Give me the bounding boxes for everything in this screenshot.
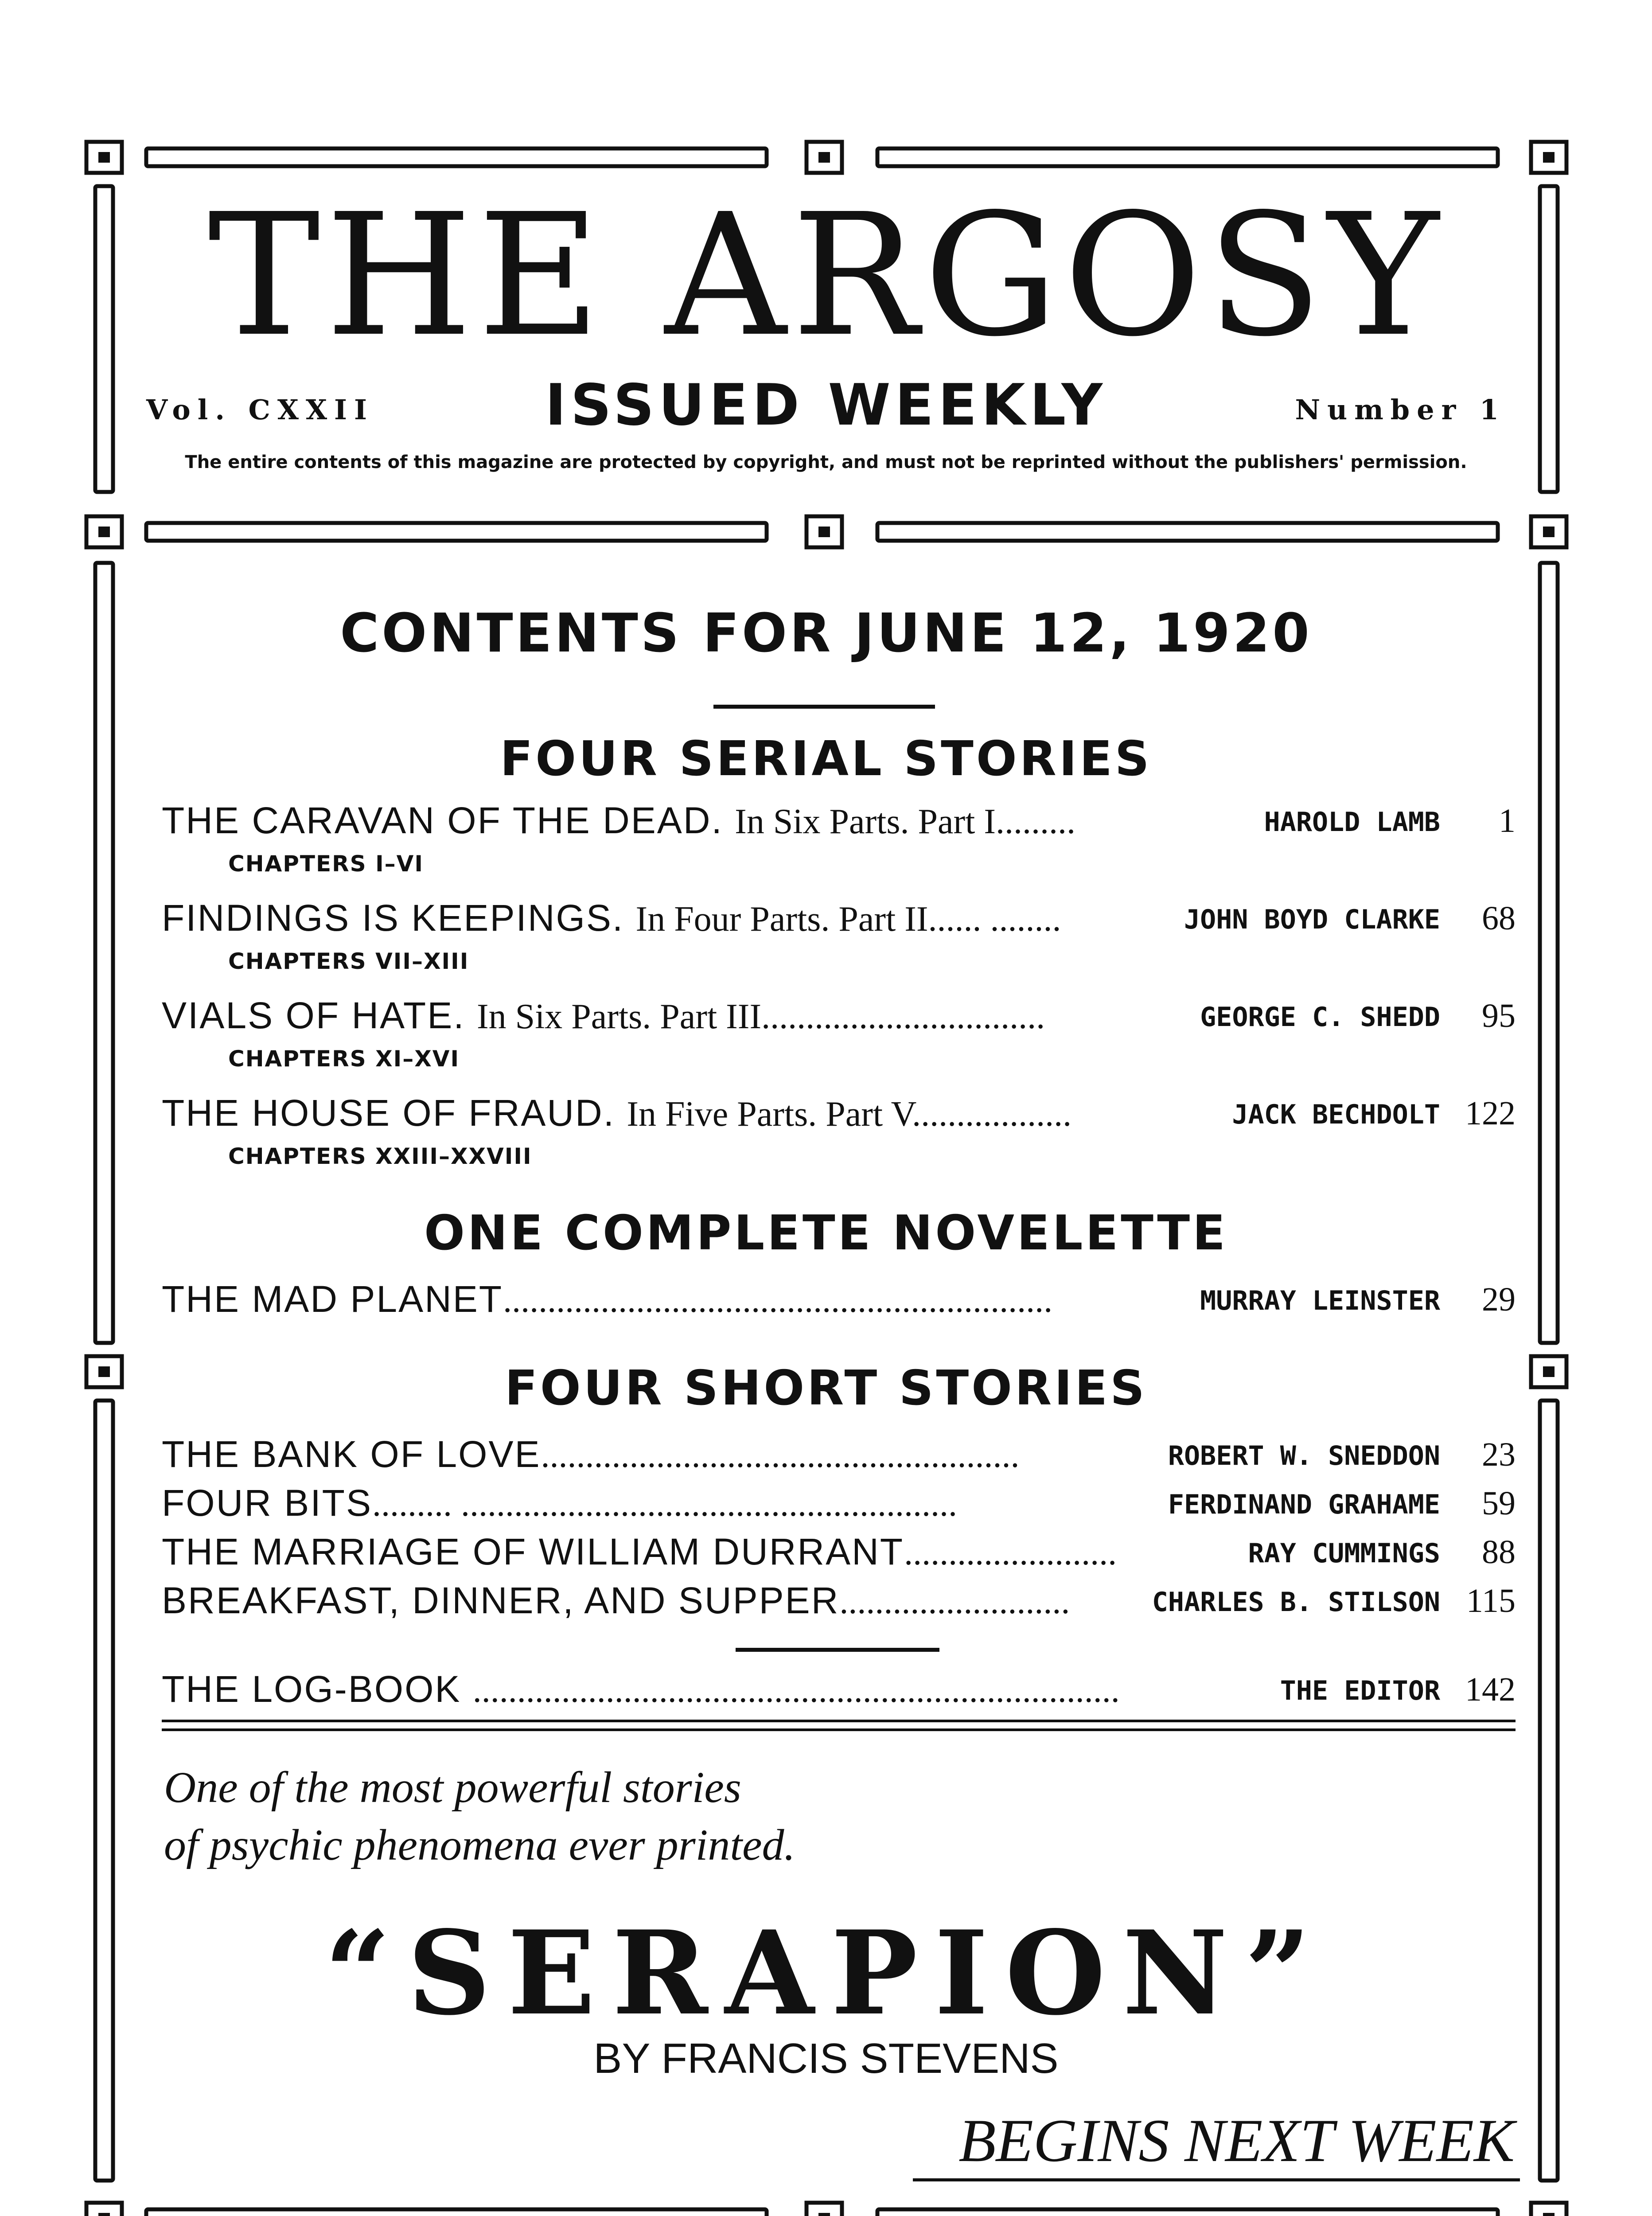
chapters-note: CHAPTERS XXIII–XXVIII [228,1143,532,1169]
byline: BY FRANCIS STEVENS [593,2035,1059,2082]
title-text: THE MAD PLANET [162,1278,503,1320]
divider [713,705,935,709]
toc-entry [162,895,1516,940]
toc-entry [162,1578,1516,1622]
story-title [162,1482,957,1525]
story-author: RAY CUMMINGS [1248,1538,1440,1569]
begins-next-week: BEGINS NEXT WEEK [958,2107,1515,2174]
parts-text: ...................................................... [541,1436,1020,1475]
serial-stories-heading: FOUR SERIAL STORIES [500,731,1152,787]
story-author: CHARLES B. STILSON [1152,1587,1440,1618]
parts-text: In Six Parts. Part III................................ [476,997,1045,1036]
parts-text: In Four Parts. Part II...... ........ [635,900,1061,939]
copyright-notice: The entire contents of this magazine are protected by copyright, and must not be reprinted without the publishers' permission. [185,452,1467,472]
story-title [162,1530,1117,1573]
short-stories-heading: FOUR SHORT STORIES [505,1361,1147,1416]
chapters-note: CHAPTERS I–VI [228,851,424,877]
toc-entry [162,1090,1516,1135]
page-number: 59 [1482,1485,1516,1522]
story-author: MURRAY LEINSTER [1200,1285,1440,1316]
toc-entry [162,798,1516,842]
chapters-note: CHAPTERS XI–XVI [228,1046,460,1072]
story-title [162,1278,1052,1321]
promo-line-1: One of the most powerful stories [164,1763,741,1812]
story-author: ROBERT W. SNEDDON [1168,1440,1440,1471]
chapters-note: CHAPTERS VII–XIII [228,948,469,974]
story-title [162,1579,1070,1622]
double-rule-top [162,1720,1516,1722]
title-text: BREAKFAST, DINNER, AND SUPPER [162,1580,840,1621]
number-label: Number 1 [1295,394,1506,426]
serapion-title: “SERAPION” [324,1906,1328,2041]
parts-text: .............................................................. [503,1281,1053,1320]
parts-text: In Six Parts. Part I......... [735,802,1076,841]
story-title [162,1668,1120,1711]
magazine-title: THE ARGOSY [208,177,1444,374]
begins-underline [913,2178,1520,2181]
story-title [162,994,1045,1037]
parts-text: ........................ [904,1533,1117,1572]
page-number: 23 [1482,1436,1516,1473]
toc-entry [162,1432,1516,1476]
toc-entry [162,1666,1516,1711]
page-number: 88 [1482,1533,1516,1571]
parts-text: In Five Parts. Part V.................. [627,1095,1072,1134]
divider [736,1648,939,1652]
story-author: JOHN BOYD CLARKE [1184,904,1440,935]
story-author: FERDINAND GRAHAME [1168,1489,1440,1520]
double-rule-bottom [162,1728,1516,1731]
novelette-heading: ONE COMPLETE NOVELETTE [424,1206,1228,1261]
title-text: THE MARRIAGE OF WILLIAM DURRANT [162,1531,904,1572]
story-author: THE EDITOR [1280,1675,1440,1706]
parts-text: ......... ........................................................ [372,1485,958,1524]
toc-entry [162,1480,1516,1525]
toc-entry [162,1529,1516,1573]
story-title [162,897,1061,940]
volume-label: Vol. CXXII [146,394,374,426]
title-text: VIALS OF HATE. [162,995,465,1036]
story-author: JACK BECHDOLT [1232,1099,1440,1130]
title-text: THE HOUSE OF FRAUD. [162,1092,616,1134]
title-text: THE BANK OF LOVE [162,1433,541,1475]
parts-text: ......................................................................... [472,1671,1120,1710]
page-number: 95 [1482,997,1516,1034]
promo-line-2: of psychic phenomena ever printed. [164,1820,795,1869]
story-title [162,799,1075,842]
page-number: 142 [1465,1671,1516,1708]
story-title [162,1092,1071,1135]
title-text: THE LOG-BOOK [162,1668,461,1710]
parts-text: .......................... [839,1582,1070,1621]
contents-heading: CONTENTS FOR JUNE 12, 1920 [340,603,1312,664]
title-text: FINDINGS IS KEEPINGS. [162,897,624,939]
page-number: 122 [1465,1095,1516,1132]
page-number: 68 [1482,900,1516,937]
story-author: HAROLD LAMB [1264,807,1440,838]
page-number: 115 [1466,1582,1516,1619]
story-title [162,1433,1020,1476]
title-text: FOUR BITS [162,1482,373,1524]
issued-weekly: ISSUED WEEKLY [545,372,1107,438]
page-number: 29 [1482,1281,1516,1318]
story-author: GEORGE C. SHEDD [1200,1002,1440,1033]
toc-entry [162,993,1516,1037]
page-number: 1 [1499,802,1516,839]
title-text: THE CARAVAN OF THE DEAD. [162,800,723,841]
toc-entry [162,1276,1516,1321]
